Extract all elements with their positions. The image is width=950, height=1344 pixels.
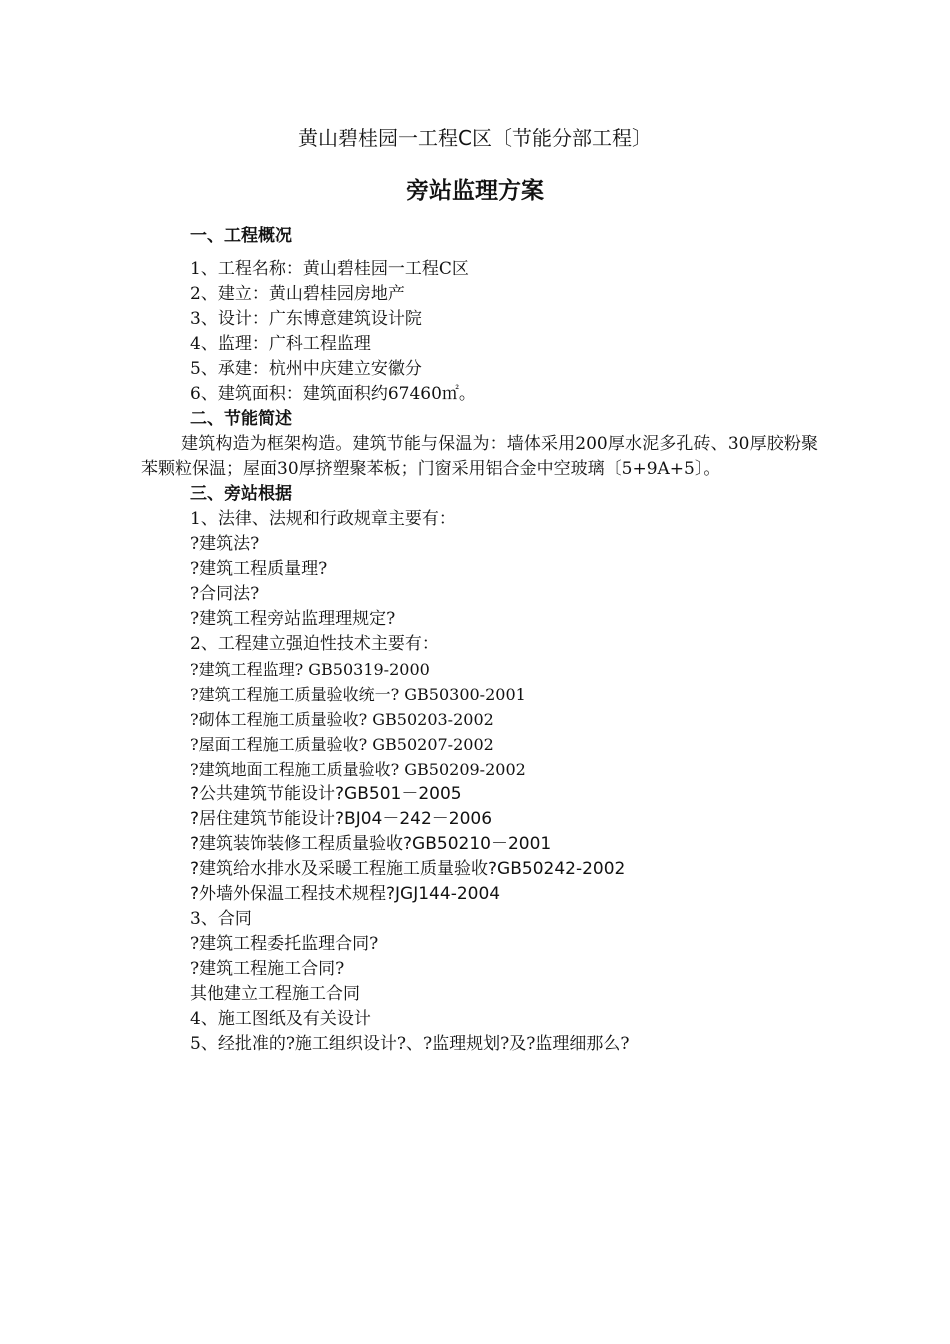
energy-paragraph: [0, 432, 818, 482]
energy-paragraph-text: 建筑构造为框架构造。建筑节能与保温为：墙体采用200厚水泥多孔砖、30厚胶粉聚苯颗粒保温；屋面30厚挤塑聚苯板；门窗采用铝合金中空玻璃〔5+9A+5〕。: [141, 434, 818, 479]
overview-item: 2、建立：黄山碧桂园房地产: [190, 284, 405, 304]
basis-line: 5、经批准的?施工组织设计?、?监理规划?及?监理细那么?: [190, 1034, 630, 1054]
overview-item: 1、工程名称：黄山碧桂园一工程C区: [190, 259, 469, 279]
basis-line: ?建筑装饰装修工程质量验收?GB50210－2001: [190, 834, 552, 854]
document-body: [0, 224, 950, 1057]
basis-line: ?建筑工程施工合同?: [190, 959, 345, 979]
basis-line: 3、合同: [190, 909, 252, 929]
basis-line: ?建筑工程施工质量验收统一? GB50300-2001: [190, 685, 526, 704]
overview-item: 5、承建：杭州中庆建立安徽分: [190, 359, 422, 379]
basis-line: ?公共建筑节能设计?GB501－2005: [190, 784, 462, 804]
basis-line: ?外墙外保温工程技术规程?JGJ144-2004: [190, 884, 501, 904]
document-title-line1: 黄山碧桂园一工程C区〔节能分部工程〕: [298, 126, 652, 150]
overview-item: 3、设计：广东博意建筑设计院: [190, 309, 422, 329]
basis-line: 2、工程建立强迫性技术主要有：: [190, 634, 439, 654]
basis-line: ?建筑工程委托监理合同?: [190, 934, 379, 954]
basis-line: ?居住建筑节能设计?BJ04－242－2006: [190, 809, 493, 829]
section-heading-overview: 一、工程概况: [190, 226, 292, 246]
overview-item: 4、监理：广科工程监理: [190, 334, 371, 354]
basis-line: ?合同法?: [190, 584, 260, 604]
basis-line: 4、施工图纸及有关设计: [190, 1009, 371, 1029]
basis-line: ?砌体工程施工质量验收? GB50203-2002: [190, 710, 494, 729]
section-heading-basis: 三、旁站根据: [190, 484, 292, 504]
section-heading-energy: 二、节能简述: [190, 409, 292, 429]
basis-line: ?建筑工程监理? GB50319-2000: [190, 660, 430, 679]
basis-line: ?屋面工程施工质量验收? GB50207-2002: [190, 735, 494, 754]
basis-line: 其他建立工程施工合同: [190, 984, 360, 1004]
document-title-line2: 旁站监理方案: [406, 178, 544, 204]
basis-line: ?建筑工程旁站监理理规定?: [190, 609, 396, 629]
basis-line: ?建筑法?: [190, 534, 260, 554]
basis-line: ?建筑地面工程施工质量验收? GB50209-2002: [190, 760, 526, 779]
basis-line: 1、法律、法规和行政规章主要有：: [190, 509, 456, 529]
basis-line: ?建筑给水排水及采暖工程施工质量验收?GB50242-2002: [190, 859, 626, 879]
overview-item: 6、建筑面积：建筑面积约67460㎡。: [190, 384, 476, 404]
basis-line: ?建筑工程质量理?: [190, 559, 328, 579]
